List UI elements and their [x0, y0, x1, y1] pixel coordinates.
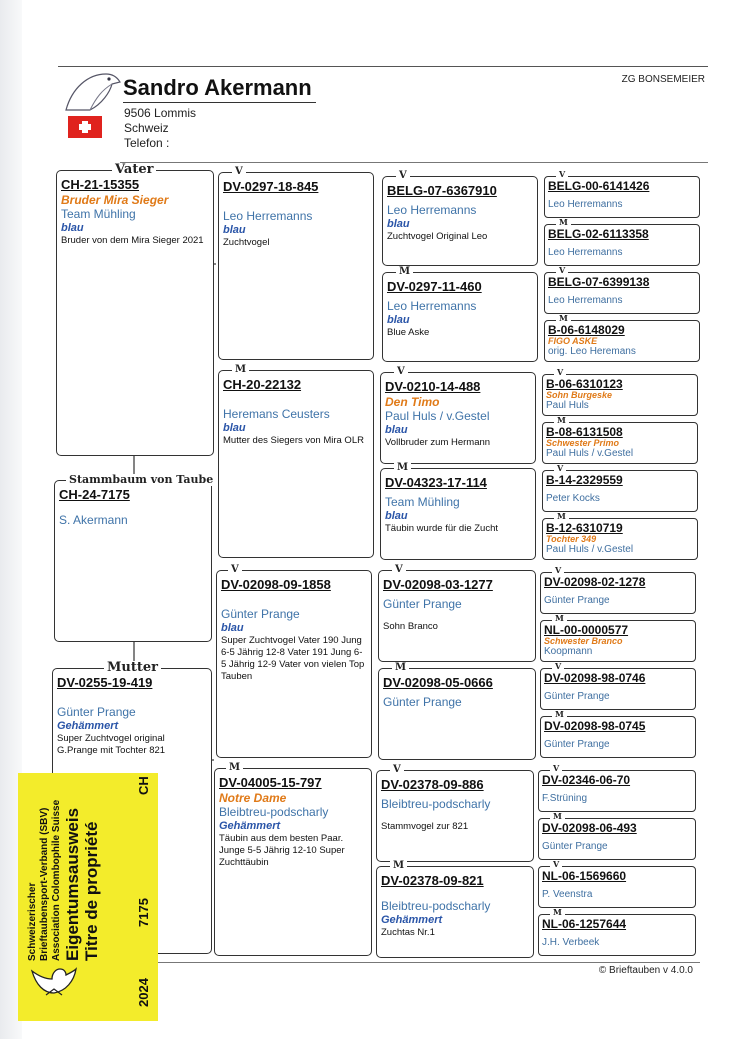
breeder-name: Heremans Ceusters — [223, 407, 330, 421]
sire-marker: V — [394, 366, 408, 377]
dam-marker: M — [554, 512, 569, 521]
sire-marker: V — [390, 764, 404, 775]
plumage-color: blau — [223, 422, 246, 434]
sire-marker: V — [554, 368, 566, 377]
bird-note: Super Zuchtvogel original G.Prange mit Tochter 821 — [57, 733, 166, 756]
ring-number: DV-02098-06-493 — [542, 821, 637, 835]
breeder-name: Paul Huls — [546, 400, 589, 411]
sticker-line: Brieftaubensport-Verband (SBV) — [39, 807, 50, 961]
dam-marker: M — [554, 416, 569, 425]
bird-note: Super Zuchtvogel Vater 190 Jung 6-5 Jährig 12-8 Vater 191 Jung 6-5 Jährig 12-9 Vater von vielen Top Tauben — [221, 635, 365, 682]
plumage-color: blau — [385, 510, 408, 522]
owner-postal-city: 9506 Lommis — [124, 106, 197, 120]
g4-card[interactable] — [538, 866, 696, 908]
breeder-name: Günter Prange — [544, 739, 610, 750]
ring-number: DV-0297-11-460 — [387, 279, 482, 294]
bird-note: Sohn Branco — [383, 621, 438, 632]
breeder-name: P. Veenstra — [542, 889, 593, 900]
breeder-name: Team Mühling — [61, 207, 136, 221]
sticker-country-code: CH — [136, 776, 151, 795]
sire-marker: V — [550, 764, 562, 773]
ring-number: CH-24-7175 — [59, 487, 130, 502]
ring-number: NL-06-1257644 — [542, 917, 627, 931]
g4-card[interactable] — [540, 668, 696, 710]
bird-note: Täubin aus dem besten Paar. Junge 5-5 Jährig 12-10 Super Zuchttäubin — [219, 833, 345, 868]
ownership-sticker — [18, 773, 158, 1021]
sire-marker: V — [228, 564, 242, 575]
grandparent-card[interactable] — [214, 768, 372, 956]
plumage-color: Gehämmert — [381, 914, 443, 926]
ring-number: DV-0255-19-419 — [57, 675, 153, 690]
ring-number: BELG-07-6399138 — [548, 275, 650, 289]
ring-number: DV-02378-09-821 — [381, 873, 484, 888]
ring-number: DV-02098-98-0746 — [544, 671, 646, 685]
breeder-name: Leo Herremanns — [387, 203, 477, 217]
ring-number: DV-02098-02-1278 — [544, 575, 646, 589]
g4-card[interactable] — [542, 518, 698, 560]
g4-card[interactable] — [538, 770, 696, 812]
sticker-association — [27, 800, 63, 961]
great-grandparent-card[interactable] — [382, 176, 538, 266]
owner-name: Sandro Akermann — [123, 74, 316, 103]
mother-label: Mutter — [104, 661, 161, 675]
breeder-name: Peter Kocks — [546, 493, 600, 504]
dam-marker: M — [556, 314, 571, 323]
sire-marker: V — [392, 564, 406, 575]
ring-number: BELG-00-6141426 — [548, 179, 650, 193]
great-grandparent-card[interactable] — [376, 770, 534, 862]
bird-title: Schwester Primo — [546, 438, 620, 448]
breeder-name: Günter Prange — [544, 691, 610, 702]
dam-marker: M — [390, 860, 407, 871]
bird-title: Bruder Mira Sieger — [61, 193, 169, 207]
great-grandparent-card[interactable] — [378, 570, 536, 662]
dam-marker: M — [392, 662, 409, 673]
breeder-name: Leo Herremanns — [548, 295, 623, 306]
g4-card[interactable] — [540, 716, 696, 758]
dam-marker: M — [556, 218, 571, 227]
ring-number: DV-02098-09-1858 — [221, 577, 331, 592]
sire-marker: V — [552, 566, 564, 575]
sire-marker: V — [396, 170, 410, 181]
breeder-name: Leo Herremanns — [387, 299, 477, 313]
breeder-name: Günter Prange — [221, 607, 300, 621]
bird-note: Blue Aske — [387, 327, 430, 338]
g4-card[interactable] — [538, 914, 696, 956]
sire-marker: V — [550, 860, 562, 869]
great-grandparent-card[interactable] — [382, 272, 538, 362]
plumage-color: Gehämmert — [57, 720, 119, 732]
breeder-name: Koopmann — [544, 646, 593, 657]
g4-card[interactable] — [542, 374, 698, 416]
breeder-name: S. Akermann — [59, 513, 128, 527]
breeder-name: Paul Huls / v.Gestel — [385, 409, 490, 423]
g4-card[interactable] — [540, 572, 696, 614]
breeder-name: Paul Huls / v.Gestel — [546, 448, 634, 459]
ring-number: BELG-02-6113358 — [548, 227, 649, 241]
g4-card[interactable] — [544, 224, 700, 266]
sticker-title-fr: Titre de propriété — [82, 821, 101, 961]
grandparent-card[interactable] — [218, 370, 374, 558]
sticker-ring-number: 7175 — [136, 898, 151, 927]
breeder-name: Leo Herremanns — [548, 247, 623, 258]
dam-marker: M — [232, 364, 249, 375]
ring-number: DV-02098-03-1277 — [383, 577, 493, 592]
bird-note: Täubin wurde für die Zucht — [385, 523, 499, 534]
great-grandparent-card[interactable] — [378, 668, 536, 760]
sire-marker: V — [556, 266, 568, 275]
breeder-name: Günter Prange — [542, 841, 608, 852]
ring-number: B-12-6310719 — [546, 521, 623, 535]
dam-marker: M — [552, 710, 567, 719]
breeder-name: Leo Herremanns — [548, 199, 623, 210]
g4-card[interactable] — [540, 620, 696, 662]
great-grandparent-card[interactable] — [376, 866, 534, 958]
grandparent-card[interactable] — [218, 172, 374, 360]
dam-marker: M — [550, 908, 565, 917]
breeder-name: Leo Herremanns — [223, 209, 313, 223]
ring-number: B-06-6148029 — [548, 323, 625, 337]
grandparent-card[interactable] — [216, 570, 372, 758]
dam-marker: M — [550, 812, 565, 821]
pedigree-label: Stammbaum von Taube — [66, 474, 216, 486]
club-name: ZG BONSEMEIER — [621, 74, 705, 85]
ring-number: DV-0297-18-845 — [223, 179, 319, 194]
dam-marker: M — [552, 614, 567, 623]
breeder-name: Team Mühling — [385, 495, 460, 509]
breeder-name: Paul Huls / v.Gestel — [546, 544, 634, 555]
ring-number: DV-04323-17-114 — [385, 475, 487, 490]
great-grandparent-card[interactable] — [380, 372, 536, 464]
ring-number: DV-02098-05-0666 — [383, 675, 493, 690]
copyright-footer: © Brieftauben v 4.0.0 — [598, 965, 693, 976]
sire-marker: V — [552, 662, 564, 671]
breeder-name: Günter Prange — [383, 597, 462, 611]
plumage-color: blau — [387, 314, 410, 326]
ring-number: CH-21-15355 — [61, 177, 140, 192]
bird-note: Vollbruder zum Hermann — [385, 437, 491, 448]
plumage-color: Gehämmert — [219, 820, 281, 832]
dove-emblem-icon — [30, 963, 78, 999]
dam-marker: M — [396, 266, 413, 277]
breeder-name: Günter Prange — [57, 705, 136, 719]
sticker-line: Schweizerischer — [27, 882, 38, 961]
plumage-color: blau — [387, 218, 410, 230]
bird-title: FIGO ASKE — [548, 336, 598, 346]
ring-number: B-14-2329559 — [546, 473, 623, 487]
g4-card[interactable] — [544, 320, 700, 362]
breeder-name: Bleibtreu-podscharly — [381, 797, 491, 811]
bird-note: Mutter des Siegers von Mira OLR — [223, 435, 364, 446]
breeder-name: Günter Prange — [544, 595, 610, 606]
sire-marker: V — [232, 166, 246, 177]
ring-number: NL-06-1569660 — [542, 869, 627, 883]
ring-number: B-06-6310123 — [546, 377, 623, 391]
bird-note: Zuchtvogel Original Leo — [387, 231, 488, 242]
g4-card[interactable] — [542, 422, 698, 464]
bird-note: Zuchtvogel — [223, 237, 270, 248]
ring-number: B-08-6131508 — [546, 425, 623, 439]
g4-card[interactable] — [544, 272, 700, 314]
g4-card[interactable] — [544, 176, 700, 218]
ring-number: DV-04005-15-797 — [219, 775, 322, 790]
ring-number: BELG-07-6367910 — [387, 183, 497, 198]
plumage-color: blau — [223, 224, 246, 236]
plumage-color: blau — [385, 424, 408, 436]
ring-number: DV-0210-14-488 — [385, 379, 481, 394]
bird-title: Tochter 349 — [546, 534, 597, 544]
g4-card[interactable] — [538, 818, 696, 860]
sticker-line: Association Colombophile Suisse — [51, 799, 62, 961]
father-label: Vater — [112, 163, 156, 177]
breeder-name: F.Strüning — [542, 793, 588, 804]
ring-number: NL-00-0000577 — [544, 623, 629, 637]
sire-marker: V — [554, 464, 566, 473]
subject-bird-card[interactable] — [54, 480, 212, 642]
plumage-color: blau — [61, 222, 84, 234]
breeder-name: J.H. Verbeek — [542, 937, 600, 948]
bird-title: Sohn Burgeske — [546, 390, 613, 400]
sticker-year: 2024 — [136, 978, 151, 1007]
sire-marker: V — [556, 170, 568, 179]
dam-marker: M — [394, 462, 411, 473]
plumage-color: blau — [221, 622, 244, 634]
dam-marker: M — [226, 762, 243, 773]
sticker-title — [63, 808, 101, 961]
ring-number: CH-20-22132 — [223, 377, 302, 392]
bird-note: Stammvogel zur 821 — [381, 821, 469, 832]
ring-number: DV-02378-09-886 — [381, 777, 484, 792]
sticker-title-de: Eigentumsausweis — [63, 807, 82, 961]
g4-card[interactable] — [542, 470, 698, 512]
father-card[interactable] — [56, 170, 214, 456]
breeder-name: Günter Prange — [383, 695, 462, 709]
owner-phone-label: Telefon : — [124, 136, 170, 150]
bird-title: Den Timo — [385, 395, 440, 409]
ring-number: DV-02346-06-70 — [542, 773, 631, 787]
breeder-name: Bleibtreu-podscharly — [381, 899, 491, 913]
ring-number: DV-02098-98-0745 — [544, 719, 646, 733]
bird-note: Zuchtas Nr.1 — [381, 927, 435, 938]
owner-country: Schweiz — [124, 121, 169, 135]
bird-title: Notre Dame — [219, 791, 287, 805]
great-grandparent-card[interactable] — [380, 468, 536, 560]
breeder-name: orig. Leo Heremans — [548, 346, 636, 357]
bird-note: Bruder von dem Mira Sieger 2021 — [61, 235, 204, 246]
bird-title: Schwester Branco — [544, 636, 623, 646]
breeder-name: Bleibtreu-podscharly — [219, 805, 329, 819]
